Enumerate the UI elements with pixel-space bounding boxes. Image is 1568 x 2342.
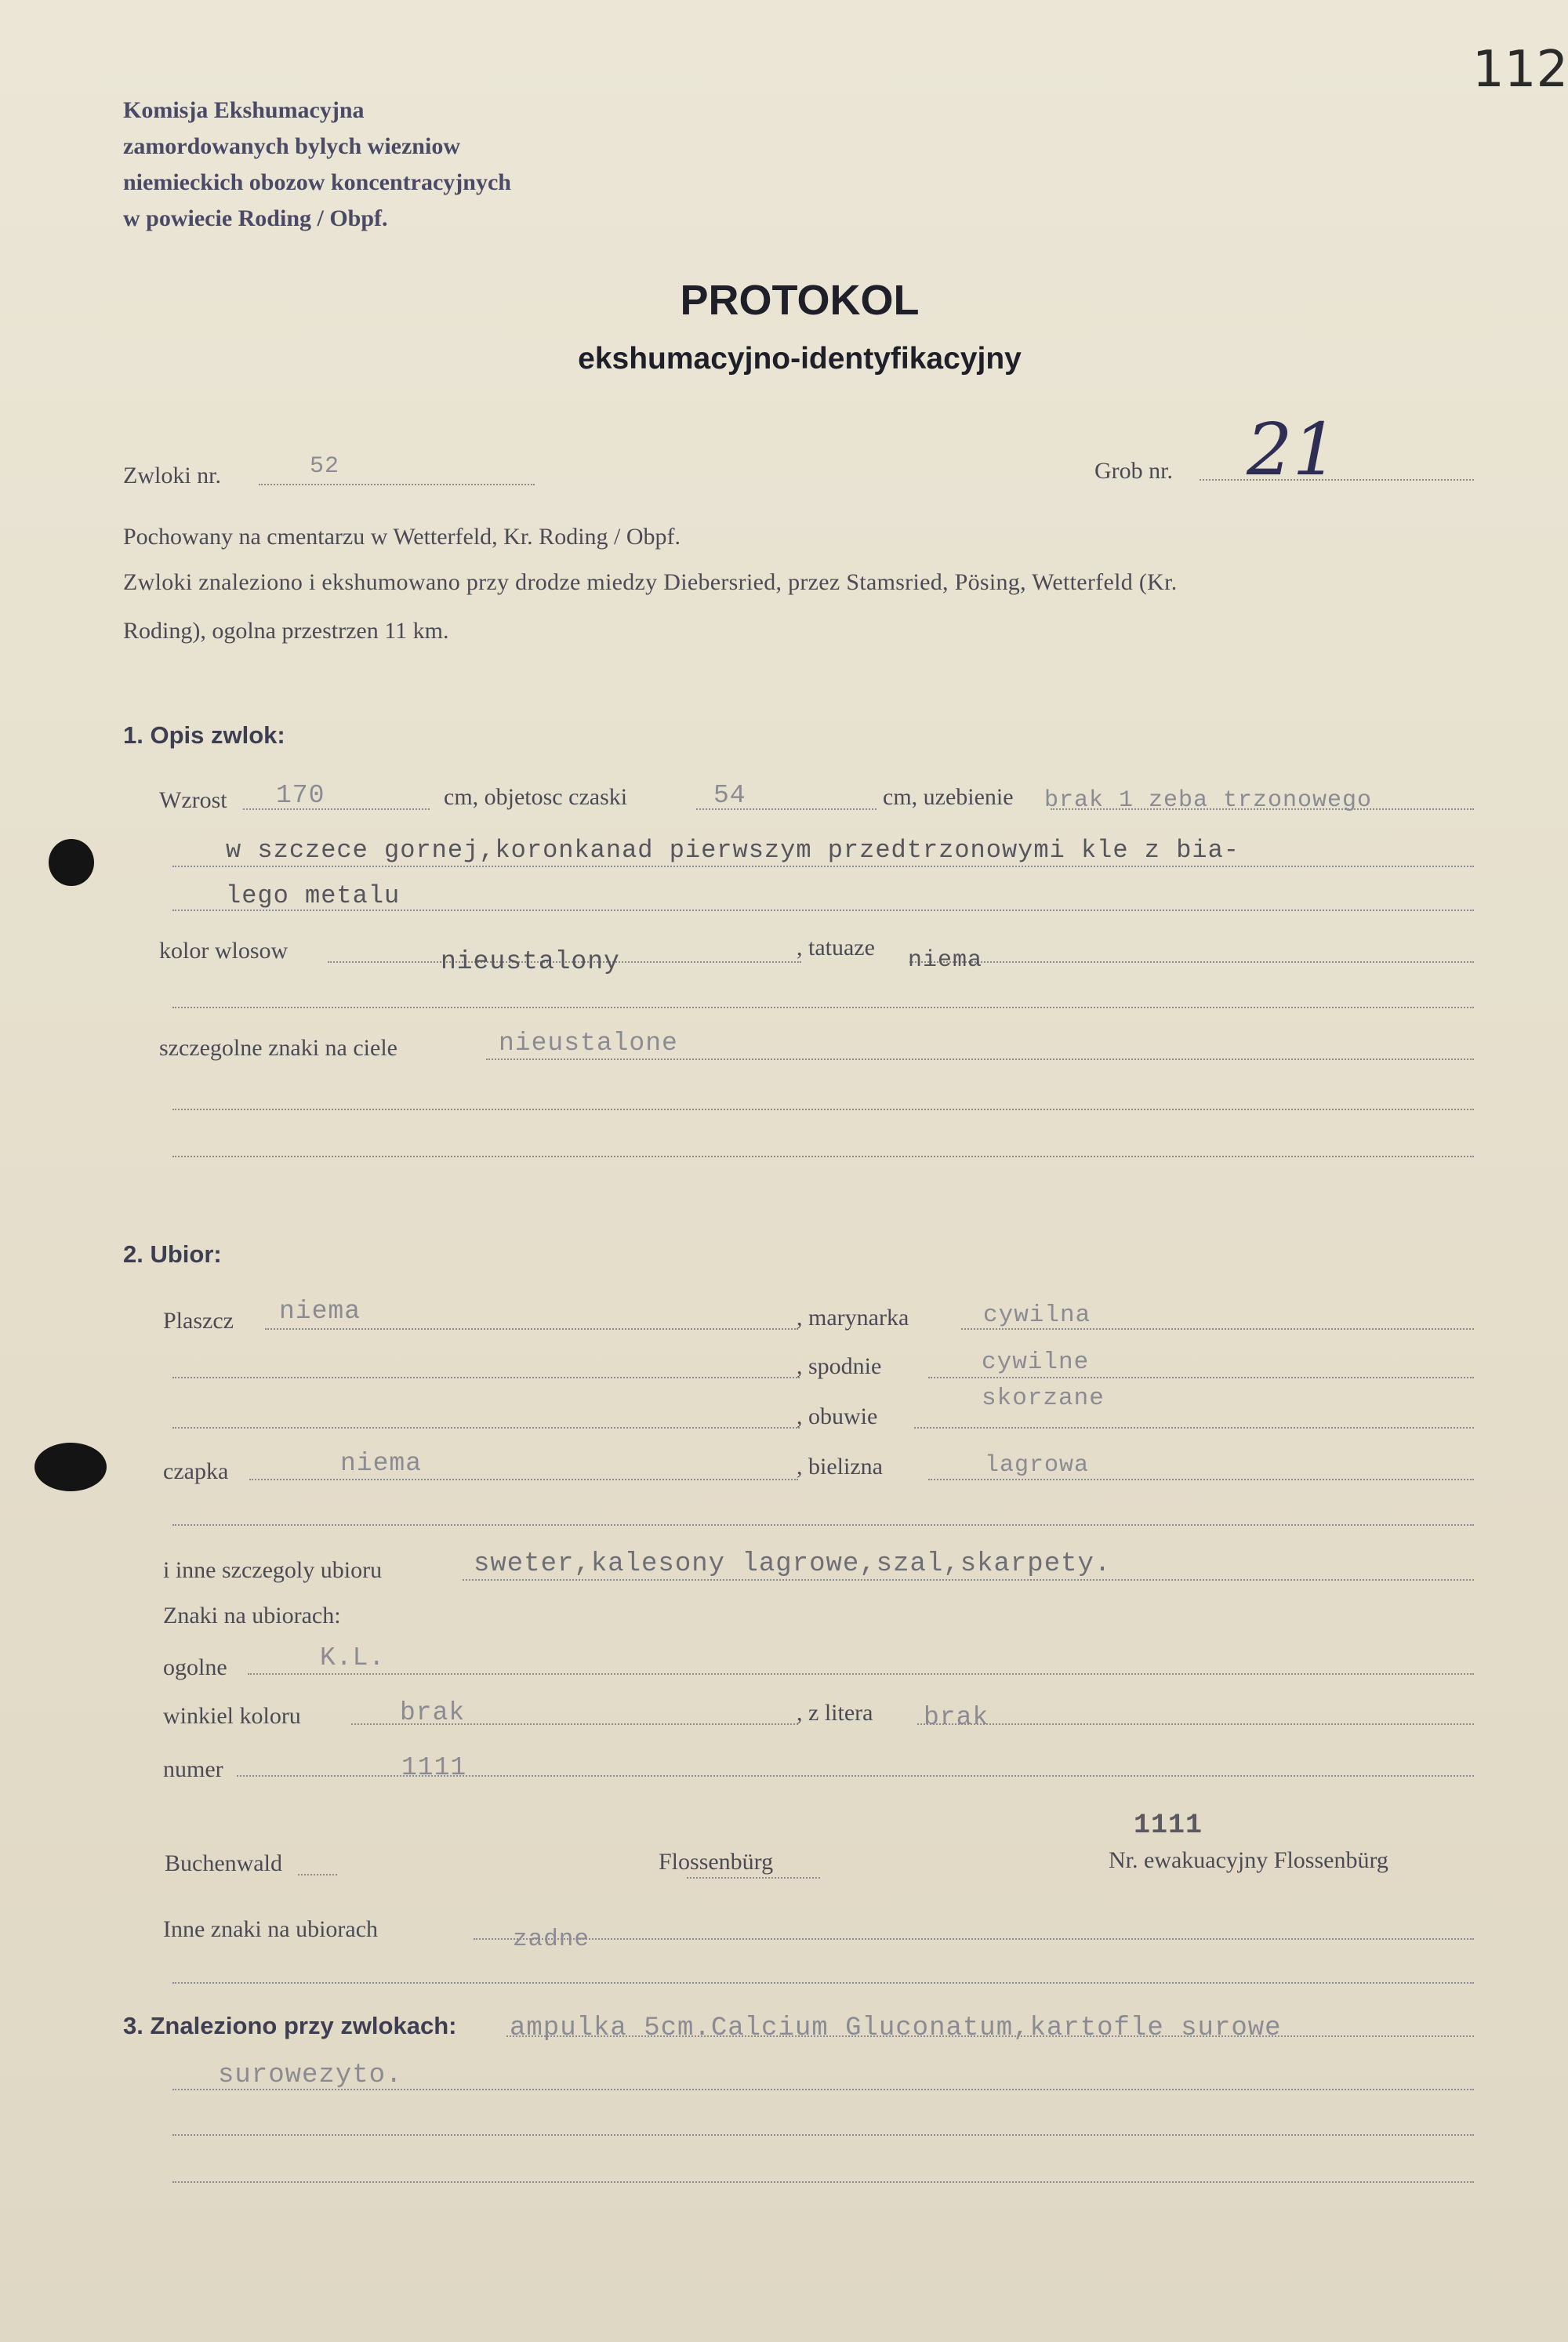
letter-label: , z litera bbox=[797, 1700, 873, 1726]
hair-color-label: kolor wlosow bbox=[159, 938, 289, 964]
dentition-label: cm, uzebienie bbox=[883, 784, 1014, 810]
flossenburg-line bbox=[687, 1877, 820, 1879]
number-value: 1111 bbox=[401, 1753, 467, 1782]
punch-hole-top bbox=[49, 839, 94, 886]
section-2-blank-line-2 bbox=[172, 1982, 1474, 1984]
buchenwald-label: Buchenwald bbox=[165, 1850, 282, 1876]
hair-color-value: nieustalony bbox=[441, 947, 620, 976]
other-clothing-line bbox=[463, 1579, 1474, 1581]
tattoo-label: , tatuaze bbox=[797, 935, 875, 960]
trousers-blank-line bbox=[172, 1377, 800, 1378]
cap-label: czapka bbox=[163, 1458, 229, 1484]
height-value: 170 bbox=[276, 781, 325, 810]
shoes-value: skorzane bbox=[982, 1385, 1105, 1412]
triangle-color-label: winkiel koloru bbox=[163, 1703, 301, 1729]
height-label: Wzrost bbox=[159, 787, 227, 813]
trousers-value: cywilne bbox=[982, 1349, 1090, 1376]
found-items-line-4 bbox=[172, 2181, 1474, 2183]
general-marks-line bbox=[248, 1673, 1474, 1675]
found-items-value-1: ampulka 5cm.Calcium Gluconatum,kartofle surowe bbox=[510, 2013, 1282, 2043]
jacket-value: cywilna bbox=[983, 1302, 1091, 1329]
body-marks-line bbox=[486, 1058, 1474, 1060]
commission-header-line3: niemieckich obozow koncentracyjnych bbox=[123, 169, 511, 195]
found-items-value-2: surowezyto. bbox=[218, 2061, 403, 2090]
coat-line bbox=[265, 1328, 798, 1330]
body-marks-label: szczegolne znaki na ciele bbox=[159, 1035, 397, 1061]
exhumation-route: Zwloki znaleziono i ekshumowano przy drodze miedzy Diebersried, przez Stamsried, Pösing, Wetterfeld (Kr. bbox=[123, 569, 1178, 595]
cap-value: niema bbox=[340, 1449, 423, 1478]
skull-value: 54 bbox=[713, 781, 746, 810]
section-2-heading: 2. Ubior: bbox=[123, 1240, 222, 1268]
underwear-value: lagrowa bbox=[985, 1452, 1090, 1479]
other-clothing-marks-value: zadne bbox=[513, 1926, 590, 1953]
clothing-marks-label: Znaki na ubiorach: bbox=[163, 1603, 341, 1629]
dentition-value-3: lego metalu bbox=[226, 881, 401, 910]
document-subtitle: ekshumacyjno-identyfikacyjny bbox=[578, 342, 1022, 376]
evacuation-number-value: 1111 bbox=[1134, 1810, 1203, 1841]
letter-line bbox=[917, 1723, 1474, 1725]
section-3-heading: 3. Znaleziono przy zwlokach: bbox=[123, 2012, 457, 2039]
other-clothing-label: i inne szczegoly ubioru bbox=[163, 1557, 383, 1583]
underwear-label: , bielizna bbox=[797, 1454, 883, 1480]
jacket-label: , marynarka bbox=[797, 1305, 909, 1331]
evacuation-number-label: Nr. ewakuacyjny Flossenbürg bbox=[1109, 1847, 1388, 1873]
body-marks-value: nieustalone bbox=[499, 1029, 678, 1058]
letter-value: brak bbox=[924, 1703, 989, 1732]
punch-hole-bottom bbox=[34, 1443, 107, 1491]
general-marks-label: ogolne bbox=[163, 1654, 227, 1680]
shoes-line bbox=[914, 1427, 1474, 1429]
zwloki-line bbox=[259, 484, 535, 485]
commission-header-line1: Komisja Ekshumacyjna bbox=[123, 97, 365, 123]
dentition-value-1: brak 1 zeba trzonowego bbox=[1044, 787, 1373, 814]
zwloki-value: 52 bbox=[310, 453, 340, 480]
coat-value: niema bbox=[279, 1297, 361, 1326]
shoes-label: , obuwie bbox=[797, 1403, 878, 1429]
other-clothing-value: sweter,kalesony lagrowe,szal,skarpety. bbox=[474, 1549, 1112, 1579]
commission-header-line4: w powiecie Roding / Obpf. bbox=[123, 205, 388, 231]
flossenburg-label: Flossenbürg bbox=[659, 1849, 774, 1875]
section-1-heading: 1. Opis zwlok: bbox=[123, 721, 285, 749]
zwloki-label: Zwloki nr. bbox=[123, 463, 221, 488]
trousers-label: , spodnie bbox=[797, 1353, 882, 1379]
dentition-line-2 bbox=[172, 866, 1474, 867]
section-1-blank-line-2 bbox=[172, 1109, 1474, 1110]
trousers-line bbox=[928, 1377, 1474, 1378]
skull-label: cm, objetosc czaski bbox=[444, 784, 628, 810]
section-1-blank-line-1 bbox=[172, 1007, 1474, 1008]
underwear-line bbox=[928, 1479, 1474, 1480]
document-title: PROTOKOL bbox=[680, 277, 920, 324]
other-clothing-marks-label: Inne znaki na ubiorach bbox=[163, 1916, 379, 1942]
page-number: 112 bbox=[1472, 41, 1568, 99]
section-1-blank-line-3 bbox=[172, 1156, 1474, 1157]
tattoo-value: niema bbox=[908, 947, 983, 974]
general-marks-value: K.L. bbox=[320, 1643, 386, 1672]
dentition-value-2: w szczece gornej,koronkanad pierwszym przedtrzonowymi kle z bia- bbox=[226, 836, 1240, 865]
number-label: numer bbox=[163, 1756, 223, 1782]
coat-label: Plaszcz bbox=[163, 1308, 234, 1334]
height-line bbox=[243, 808, 430, 810]
exhumation-distance: Roding), ogolna przestrzen 11 km. bbox=[123, 618, 449, 644]
buchenwald-line bbox=[298, 1874, 337, 1875]
triangle-color-value: brak bbox=[400, 1698, 466, 1727]
tattoo-line bbox=[909, 961, 1474, 963]
cap-line bbox=[249, 1479, 798, 1480]
found-items-line-3 bbox=[172, 2134, 1474, 2136]
grob-label: Grob nr. bbox=[1094, 458, 1173, 484]
grob-value: 21 bbox=[1247, 408, 1339, 492]
section-2-blank-line-1 bbox=[172, 1524, 1474, 1526]
commission-header-line2: zamordowanych bylych wiezniow bbox=[123, 133, 460, 159]
shoes-blank-line bbox=[172, 1427, 800, 1429]
other-clothing-marks-line bbox=[474, 1938, 1474, 1940]
burial-location: Pochowany na cmentarzu w Wetterfeld, Kr. Roding / Obpf. bbox=[123, 524, 681, 550]
